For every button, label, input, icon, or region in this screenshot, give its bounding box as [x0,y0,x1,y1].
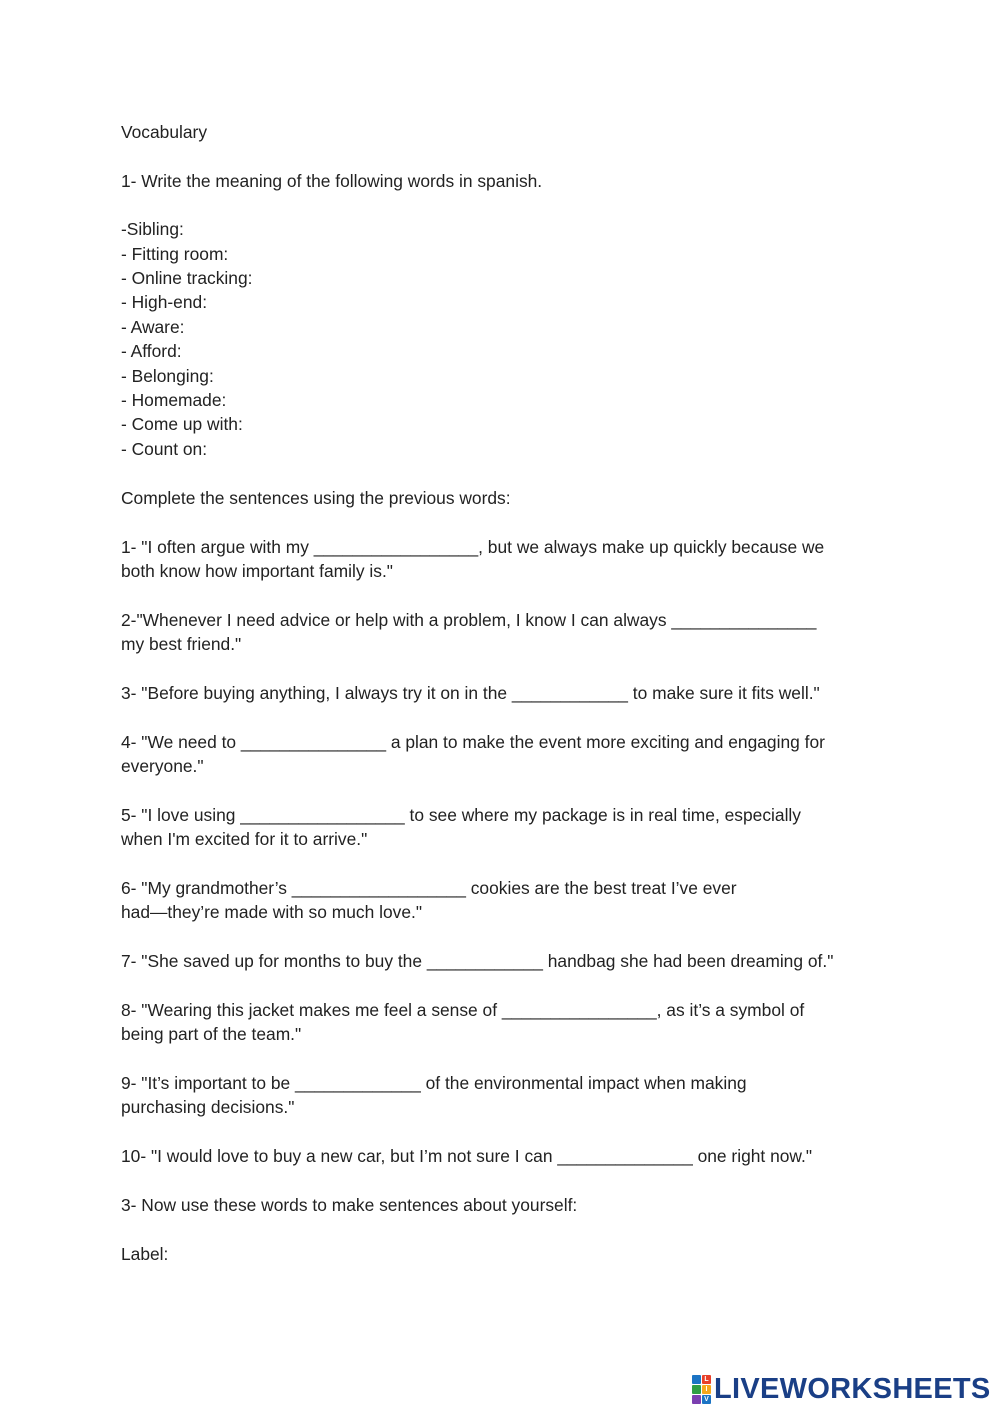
worksheet-title: Vocabulary [121,122,208,142]
sentence-line: being part of the team." [121,1024,302,1044]
sentence-line: 5- "I love using _________________ to see where my package is in real time, especially [121,805,801,825]
vocabulary-word: - Come up with: [121,414,243,434]
sentence-line: everyone." [121,756,204,776]
vocabulary-word: - Belonging: [121,366,214,386]
logo-text: LIVEWORKSHEETS [714,1372,991,1405]
exercise1-instruction: 1- Write the meaning of the following words in spanish. [121,171,543,191]
sentence-line: had—they’re made with so much love." [121,902,422,922]
sentence-line: 7- "She saved up for months to buy the ____________ handbag she had been dreaming of." [121,951,834,971]
sentence-line: 10- "I would love to buy a new car, but I’m not sure I can ______________ one right now." [121,1146,813,1166]
vocabulary-word: - Count on: [121,439,208,459]
sentence-line: purchasing decisions." [121,1097,295,1117]
vocabulary-word: - Aware: [121,317,185,337]
sentence-line: when I'm excited for it to arrive." [121,829,368,849]
sentence-line: 1- "I often argue with my _________________, but we always make up quickly because we [121,537,825,557]
vocabulary-word: - Online tracking: [121,268,253,288]
vocabulary-word: - Homemade: [121,390,227,410]
sentence-line: 2-"Whenever I need advice or help with a problem, I know I can always _______________ [121,610,817,630]
sentence-line: both know how important family is." [121,561,393,581]
liveworksheets-logo [692,1372,991,1406]
exercise3-instruction: 3- Now use these words to make sentences about yourself: [121,1195,578,1215]
sentence-line: 9- "It’s important to be _____________ of the environmental impact when making [121,1073,747,1093]
sentence-line: my best friend." [121,634,242,654]
logo-mark-icon: L I V [692,1375,711,1404]
vocabulary-word: -Sibling: [121,219,184,239]
sentence-line: 6- "My grandmother’s __________________ cookies are the best treat I’ve ever [121,878,737,898]
label-text: Label: [121,1244,169,1264]
vocabulary-word: - Fitting room: [121,244,229,264]
sentence-line: 3- "Before buying anything, I always try it on in the ____________ to make sure it fits well." [121,683,820,703]
sentence-line: 4- "We need to _______________ a plan to make the event more exciting and engaging for [121,732,825,752]
exercise2-instruction: Complete the sentences using the previous words: [121,488,511,508]
vocabulary-word: - High-end: [121,292,208,312]
sentence-line: 8- "Wearing this jacket makes me feel a sense of ________________, as it’s a symbol of [121,1000,805,1020]
vocabulary-word: - Afford: [121,341,182,361]
